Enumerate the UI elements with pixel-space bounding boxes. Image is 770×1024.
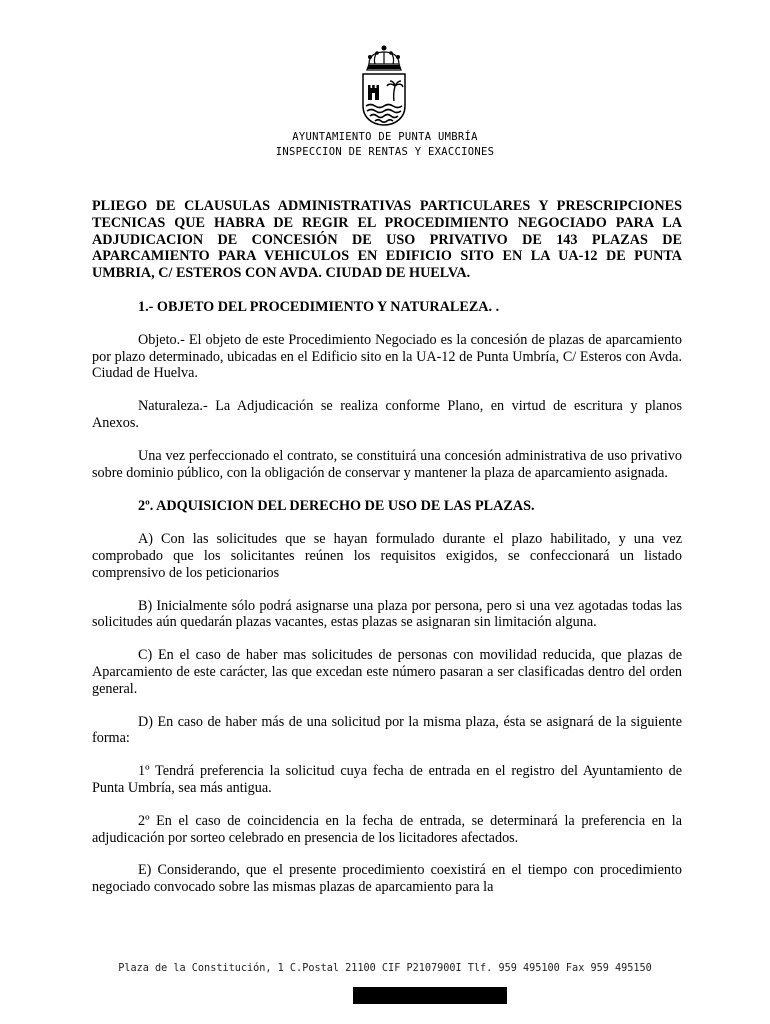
section-1-naturaleza-paragraph: Naturaleza.- La Adjudicación se realiza conforme Plano, en virtud de escritura y planos Anexos. [92, 398, 682, 431]
section-1-concesion-paragraph: Una vez perfeccionado el contrato, se constituirá una concesión administrativa de uso privativo sobre dominio público, con la obligación de conservar y mantener la plaza de aparcamiento asignada. [92, 447, 682, 481]
section-2-paragraph-e: E) Considerando, que el presente procedimiento coexistirá en el tiempo con procedimiento negociado convocado sobre las mismas plazas de aparcamiento para la [92, 862, 682, 896]
section-2-paragraph-a: A) Con las solicitudes que se hayan formulado durante el plazo habilitado, y una vez comprobado que los solicitantes reúnen los requisitos exigidos, se confeccionará un listado comprensivo de los peticionarios [92, 531, 682, 581]
section-2-paragraph-d1: 1º Tendrá preferencia la solicitud cuya fecha de entrada en el registro del Ayuntamiento de Punta Umbría, sea más antigua. [92, 763, 682, 796]
section-2-paragraph-b: B) Inicialmente sólo podrá asignarse una plaza por persona, pero si una vez agotadas todas las solicitudes aún quedarán plazas vacantes, estas plazas se asignaran sin limitación alguna. [92, 597, 682, 631]
section-1-heading: 1.- OBJETO DEL PROCEDIMIENTO Y NATURALEZA. . [138, 298, 500, 315]
header-line-ayuntamiento: AYUNTAMIENTO DE PUNTA UMBRÍA [292, 131, 478, 143]
document-body [92, 198, 682, 896]
section-1-objeto-paragraph: Objeto.- El objeto de este Procedimiento Negociado es la concesión de plazas de aparcamiento por plazo determinado, ubicadas en el Edificio sito en la UA-12 de Punta Umbría, C/ Esteros con Avda. Ciudad de Huelva. [92, 331, 682, 382]
header-line-inspeccion: INSPECCION DE RENTAS Y EXACCIONES [275, 146, 495, 158]
footer-address-block [0, 963, 770, 975]
section-2-paragraph-c: C) En el caso de haber mas solicitudes de personas con movilidad reducida, que plazas de Aparcamiento de este carácter, las que excedan este número pasaran a ser clasificadas dentro del orden general. [92, 647, 682, 697]
section-2-paragraph-d: D) En caso de haber más de una solicitud por la misma plaza, ésta se asignará de la siguiente forma: [92, 713, 682, 747]
footer-address: Plaza de la Constitución, 1 C.Postal 21100 CIF P2107900I Tlf. 959 495100 Fax 959 495150 [118, 963, 652, 974]
redaction-bar [353, 987, 507, 1004]
municipal-coat-of-arms-icon [359, 44, 409, 128]
section-2-paragraph-d2: 2º En el caso de coincidencia en la fecha de entrada, se determinará la preferencia en la adjudicación por sorteo celebrado en presencia de los licitadores afectados. [92, 812, 682, 846]
section-2-heading: 2º. ADQUISICION DEL DERECHO DE USO DE LAS PLAZAS. [138, 498, 535, 515]
document-title: PLIEGO DE CLAUSULAS ADMINISTRATIVAS PARTICULARES Y PRESCRIPCIONES TECNICAS QUE HABRA DE REGIR EL PROCEDIMIENTO NEGOCIADO PARA LA ADJUDICACION DE CONCESIÓN DE USO PRIVATIVO DE 143 PLAZAS DE APARCAMIENTO PARA VEHICULOS EN EDIFICIO SITO EN LA UA-12 DE PUNTA UMBRIA, C/ ESTEROS CON AVDA. CIUDAD DE HUELVA. [92, 198, 682, 282]
